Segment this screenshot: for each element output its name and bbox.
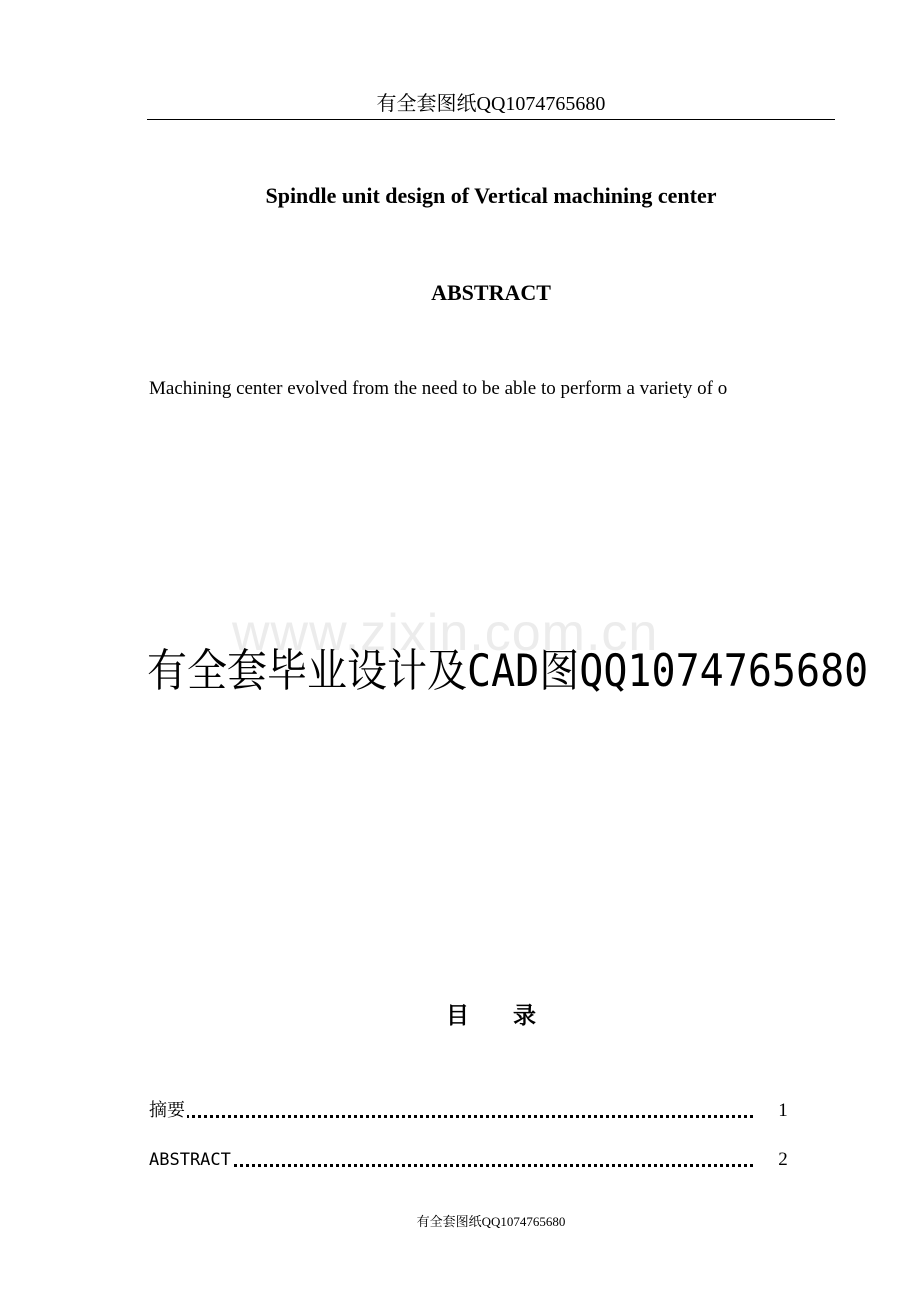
toc-heading bbox=[0, 1001, 920, 1031]
toc-leader-dots bbox=[149, 1164, 753, 1167]
overlay-watermark-text: 有全套毕业设计及CAD图QQ1074765680 bbox=[147, 645, 869, 698]
toc-heading-part1: 目 bbox=[446, 1003, 469, 1029]
toc-entry-page: 2 bbox=[778, 1149, 788, 1170]
toc-entry-label: 摘要 bbox=[149, 1097, 187, 1125]
abstract-heading: ABSTRACT bbox=[431, 280, 551, 305]
document-title: Spindle unit design of Vertical machining center bbox=[265, 183, 717, 208]
toc-heading-part2: 录 bbox=[513, 1003, 536, 1029]
page-footer: 有全套图纸QQ1074765680 bbox=[416, 1214, 566, 1229]
abstract-paragraph: Machining center evolved from the need to be able to perform a variety of o bbox=[149, 378, 728, 399]
toc-leader-dots bbox=[149, 1115, 753, 1118]
site-watermark: www.zixin.com.cn bbox=[232, 604, 659, 662]
toc-entry-label: ABSTRACT bbox=[149, 1146, 233, 1174]
toc-entry[interactable] bbox=[149, 1146, 789, 1174]
header-divider bbox=[147, 119, 835, 120]
toc-entry[interactable] bbox=[149, 1097, 789, 1125]
page-header: 有全套图纸QQ1074765680 bbox=[376, 93, 606, 115]
toc-entry-page: 1 bbox=[778, 1100, 788, 1121]
